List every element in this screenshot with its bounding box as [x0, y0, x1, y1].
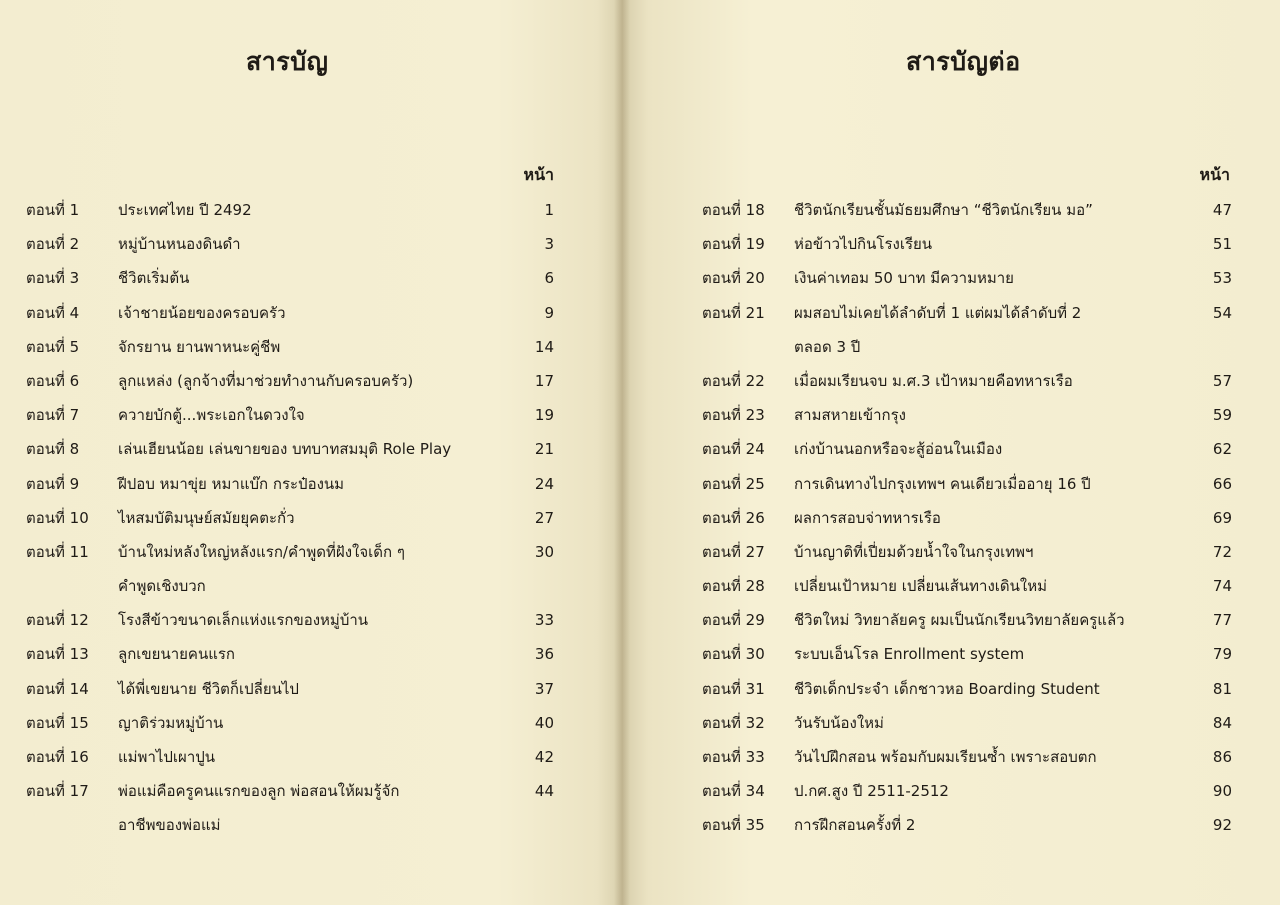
- chapter-title: ควายบักตู้...พระเอกในดวงใจ: [118, 406, 305, 425]
- chapter-title: พ่อแม่คือครูคนแรกของลูก พ่อสอนให้ผมรู้จัก อาชีพของพ่อแม่: [118, 782, 400, 835]
- page-number: 79: [1212, 645, 1232, 664]
- chapter-title: ชีวิตนักเรียนชั้นมัธยมศึกษา “ชีวิตนักเรียน มอ”: [794, 201, 1093, 219]
- chapter-title: ลูกแหล่ง (ลูกจ้างที่มาช่วยทำงานกับครอบครัว): [118, 371, 414, 390]
- chapter-number: ตอนที่ 10: [26, 508, 89, 527]
- toc-entry: [702, 815, 1232, 849]
- left-page: [0, 0, 622, 905]
- page-number: 66: [1212, 474, 1232, 493]
- chapter-number: ตอนที่ 29: [702, 611, 765, 630]
- chapter-title: เปลี่ยนเป้าหมาย เปลี่ยนเส้นทางเดินใหม่: [794, 577, 1047, 596]
- chapter-number: ตอนที่ 6: [26, 371, 80, 390]
- chapter-number: ตอนที่ 35: [702, 816, 765, 835]
- chapter-title: หมู่บ้านหนองดินดำ: [118, 235, 241, 254]
- chapter-title: ไหสมบัติมนุษย์สมัยยุคตะกั่ว: [118, 508, 295, 527]
- page-title: สารบัญ: [246, 47, 329, 76]
- chapter-title: การฝึกสอนครั้งที่ 2: [794, 816, 916, 835]
- chapter-number: ตอนที่ 22: [702, 371, 765, 390]
- page-number: 59: [1212, 406, 1232, 425]
- page-number: 69: [1212, 508, 1232, 527]
- toc-list: [26, 200, 554, 850]
- chapter-title: ห่อข้าวไปกินโรงเรียน: [794, 235, 933, 254]
- chapter-title: ชีวิตเด็กประจำ เด็กชาวหอ Boarding Student: [794, 679, 1100, 698]
- page-number: 19: [534, 406, 554, 425]
- chapter-number: ตอนที่ 4: [26, 303, 80, 322]
- chapter-number: ตอนที่ 18: [702, 201, 765, 219]
- chapter-number: ตอนที่ 2: [26, 235, 80, 254]
- chapter-number: ตอนที่ 32: [702, 713, 765, 732]
- chapter-title: ฝีปอบ หมาขุ่ย หมาแบ๊ก กระป๋องนม: [118, 474, 345, 493]
- chapter-number: ตอนที่ 28: [702, 577, 765, 596]
- chapter-number: ตอนที่ 27: [702, 542, 765, 561]
- chapter-number: ตอนที่ 33: [702, 748, 765, 767]
- chapter-title: บ้านใหม่หลังใหญ่หลังแรก/คำพูดที่ฝังใจเด็ก ๆ คำพูดเชิงบวก: [118, 542, 405, 595]
- page-number: 42: [534, 748, 554, 767]
- chapter-title: เล่นเฮียนน้อย เล่นขายของ บทบาทสมมุติ Role Play: [118, 440, 452, 459]
- page-number: 62: [1212, 440, 1232, 459]
- chapter-title: ระบบเอ็นโรล Enrollment system: [794, 645, 1025, 664]
- page-number: 92: [1212, 816, 1232, 835]
- toc-entry: [26, 781, 554, 849]
- chapter-title: การเดินทางไปกรุงเทพฯ คนเดียวเมื่ออายุ 16 ปี: [794, 474, 1091, 493]
- page-number: 47: [1212, 201, 1232, 219]
- chapter-number: ตอนที่ 31: [702, 679, 765, 698]
- page-number: 33: [534, 611, 554, 630]
- page-number: 27: [534, 508, 554, 527]
- page-number: 53: [1212, 269, 1232, 288]
- chapter-title: ได้พี่เขยนาย ชีวิตก็เปลี่ยนไป: [118, 679, 299, 698]
- page-column-heading: หน้า: [523, 165, 554, 184]
- chapter-title: ผมสอบไม่เคยได้ลำดับที่ 1 แต่ผมได้ลำดับที่ 2 ตลอด 3 ปี: [794, 303, 1082, 356]
- chapter-number: ตอนที่ 9: [26, 474, 80, 493]
- chapter-number: ตอนที่ 16: [26, 748, 89, 767]
- book-gutter: [614, 0, 630, 905]
- page-number: 72: [1212, 542, 1232, 561]
- chapter-title: ชีวิตเริ่มต้น: [118, 269, 190, 288]
- chapter-number: ตอนที่ 7: [26, 406, 80, 425]
- page-number: 14: [534, 337, 554, 356]
- chapter-number: ตอนที่ 23: [702, 406, 765, 425]
- chapter-number: ตอนที่ 34: [702, 782, 765, 801]
- chapter-number: ตอนที่ 21: [702, 303, 765, 322]
- chapter-number: ตอนที่ 5: [26, 337, 80, 356]
- chapter-number: ตอนที่ 24: [702, 440, 765, 459]
- chapter-number: ตอนที่ 1: [26, 201, 80, 219]
- chapter-number: ตอนที่ 3: [26, 269, 80, 288]
- page-column-heading: หน้า: [1199, 165, 1230, 184]
- chapter-title: เมื่อผมเรียนจบ ม.ศ.3 เป้าหมายคือทหารเรือ: [794, 371, 1073, 390]
- page-number: 86: [1212, 748, 1232, 767]
- chapter-number: ตอนที่ 12: [26, 611, 89, 630]
- page-number: 3: [544, 235, 554, 254]
- chapter-number: ตอนที่ 19: [702, 235, 765, 254]
- chapter-title: เก่งบ้านนอกหรือจะสู้อ่อนในเมือง: [794, 440, 1003, 459]
- page-number: 21: [534, 440, 554, 459]
- chapter-number: ตอนที่ 17: [26, 782, 89, 801]
- page-number: 6: [544, 269, 554, 288]
- page-title: สารบัญต่อ: [906, 47, 1021, 76]
- page-number: 77: [1212, 611, 1232, 630]
- right-page: [622, 0, 1280, 905]
- chapter-title: ผลการสอบจ่าทหารเรือ: [794, 508, 941, 527]
- chapter-title: โรงสีข้าวขนาดเล็กแห่งแรกของหมู่บ้าน: [118, 611, 369, 630]
- chapter-title: ชีวิตใหม่ วิทยาลัยครู ผมเป็นนักเรียนวิทยาลัยครูแล้ว: [794, 611, 1125, 630]
- chapter-number: ตอนที่ 25: [702, 474, 765, 493]
- chapter-number: ตอนที่ 13: [26, 645, 89, 664]
- page-number: 36: [534, 645, 554, 664]
- page-number: 24: [534, 474, 554, 493]
- page-number: 44: [534, 782, 554, 801]
- chapter-title: จักรยาน ยานพาหนะคู่ชีพ: [118, 337, 281, 356]
- chapter-title: แม่พาไปเผาปูน: [118, 748, 216, 767]
- chapter-title: เจ้าชายน้อยของครอบครัว: [118, 303, 286, 322]
- chapter-title: ญาติร่วมหมู่บ้าน: [118, 713, 224, 732]
- page-number: 37: [534, 679, 554, 698]
- chapter-title: ประเทศไทย ปี 2492: [118, 201, 252, 219]
- page-number: 54: [1212, 303, 1232, 322]
- page-number: 74: [1212, 577, 1232, 596]
- page-number: 17: [534, 371, 554, 390]
- toc-entry: [702, 303, 1232, 371]
- page-number: 81: [1212, 679, 1232, 698]
- chapter-number: ตอนที่ 26: [702, 508, 765, 527]
- page-number: 9: [544, 303, 554, 322]
- chapter-number: ตอนที่ 30: [702, 645, 765, 664]
- chapter-title: บ้านญาติที่เปี่ยมด้วยน้ำใจในกรุงเทพฯ: [794, 542, 1034, 561]
- chapter-number: ตอนที่ 15: [26, 713, 89, 732]
- page-number: 30: [534, 542, 554, 561]
- chapter-number: ตอนที่ 11: [26, 542, 89, 561]
- toc-list: [702, 200, 1232, 850]
- toc-entry: [26, 542, 554, 610]
- page-number: 90: [1212, 782, 1232, 801]
- chapter-title: วันไปฝึกสอน พร้อมกับผมเรียนซ้ำ เพราะสอบตก: [794, 748, 1097, 767]
- chapter-number: ตอนที่ 8: [26, 440, 80, 459]
- chapter-title: ลูกเขยนายคนแรก: [118, 645, 236, 664]
- chapter-title: ป.กศ.สูง ปี 2511-2512: [794, 782, 949, 801]
- page-number: 57: [1212, 371, 1232, 390]
- chapter-title: เงินค่าเทอม 50 บาท มีความหมาย: [794, 269, 1014, 288]
- chapter-number: ตอนที่ 20: [702, 269, 765, 288]
- page-number: 84: [1212, 713, 1232, 732]
- page-number: 51: [1212, 235, 1232, 254]
- page-number: 40: [534, 713, 554, 732]
- page-number: 1: [544, 201, 554, 219]
- chapter-number: ตอนที่ 14: [26, 679, 89, 698]
- chapter-title: วันรับน้องใหม่: [794, 713, 884, 732]
- chapter-title: สามสหายเข้ากรุง: [794, 406, 906, 425]
